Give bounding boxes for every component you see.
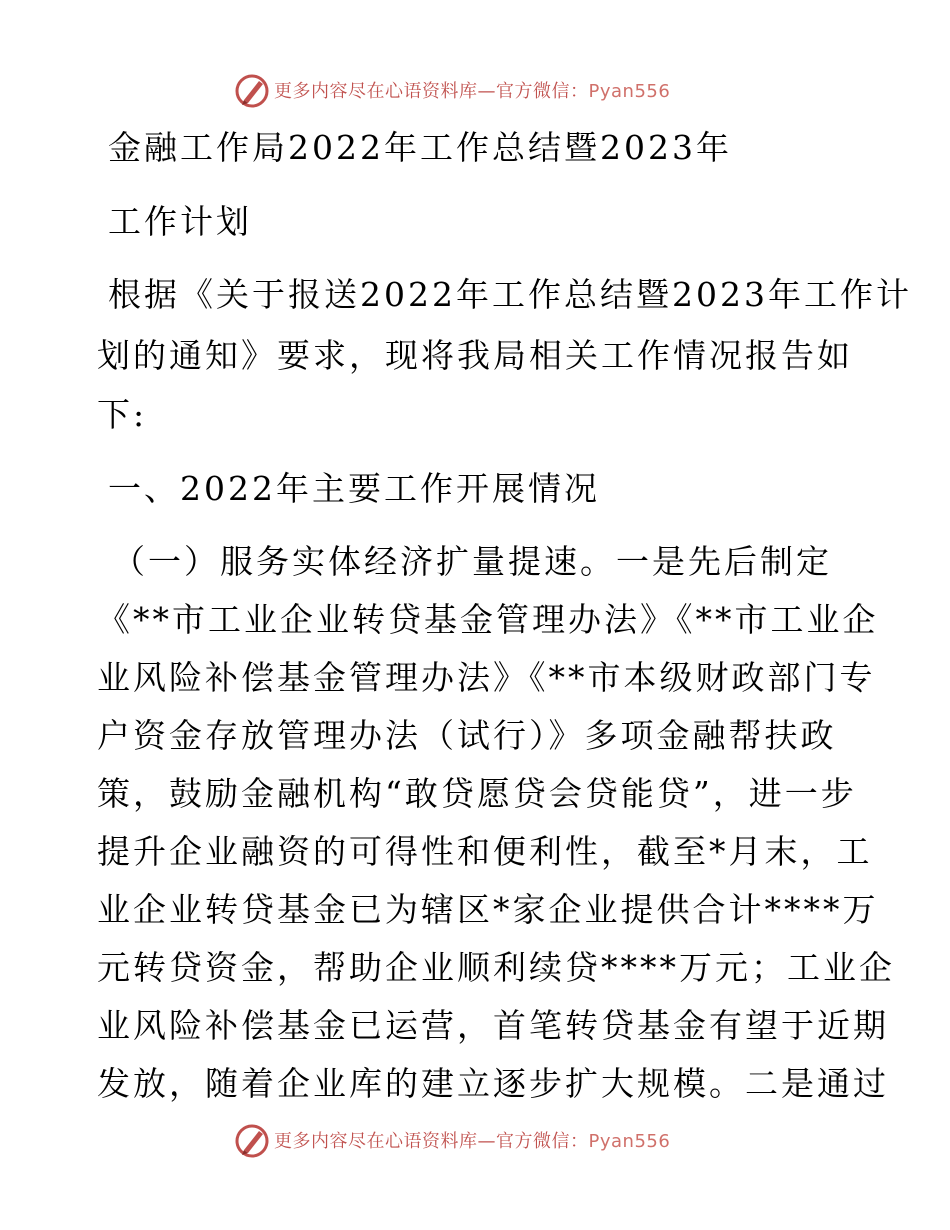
pen-circle-logo-icon — [232, 70, 272, 110]
body-line-4: 户资金存放管理办法（试行）》多项金融帮扶政 — [97, 716, 837, 755]
section-heading: 一、2022年主要工作开展情况 — [108, 469, 600, 508]
intro-line-3: 下: — [97, 395, 148, 434]
body-line-1: （一）服务实体经济扩量提速。一是先后制定 — [112, 542, 832, 581]
document-title-line-1: 金融工作局2022年工作总结暨2023年 — [108, 128, 732, 167]
intro-line-1: 根据《关于报送2022年工作总结暨2023年工作计 — [108, 275, 912, 314]
watermark-banner-top — [232, 70, 670, 110]
wechat-id: Pyan556 — [588, 1131, 671, 1152]
body-line-3: 业风险补偿基金管理办法》《**市本级财政部门专 — [97, 658, 876, 697]
body-line-6: 提升企业融资的可得性和便利性，截至*月末，工 — [97, 832, 873, 871]
body-line-10: 发放，随着企业库的建立逐步扩大规模。二是通过 — [97, 1064, 889, 1103]
intro-line-2: 划的通知》要求，现将我局相关工作情况报告如 — [97, 336, 853, 375]
body-line-7: 业企业转贷基金已为辖区*家企业提供合计****万 — [97, 890, 879, 929]
document-title-line-2: 工作计划 — [108, 202, 252, 241]
body-line-5: 策，鼓励金融机构“敢贷愿贷会贷能贷”，进一步 — [97, 774, 857, 813]
watermark-text: 更多内容尽在心语资料库—官方微信：Pyan556 — [274, 1131, 671, 1152]
pen-circle-logo-icon — [232, 1120, 272, 1160]
watermark-text: 更多内容尽在心语资料库—官方微信：Pyan556 — [274, 81, 671, 102]
watermark-banner-bottom — [232, 1120, 670, 1160]
wechat-id: Pyan556 — [588, 81, 671, 102]
body-line-8: 元转贷资金，帮助企业顺利续贷****万元；工业企 — [97, 948, 895, 987]
body-line-2: 《**市工业企业转贷基金管理办法》《**市工业企 — [97, 600, 879, 639]
body-line-9: 业风险补偿基金已运营，首笔转贷基金有望于近期 — [97, 1006, 889, 1045]
